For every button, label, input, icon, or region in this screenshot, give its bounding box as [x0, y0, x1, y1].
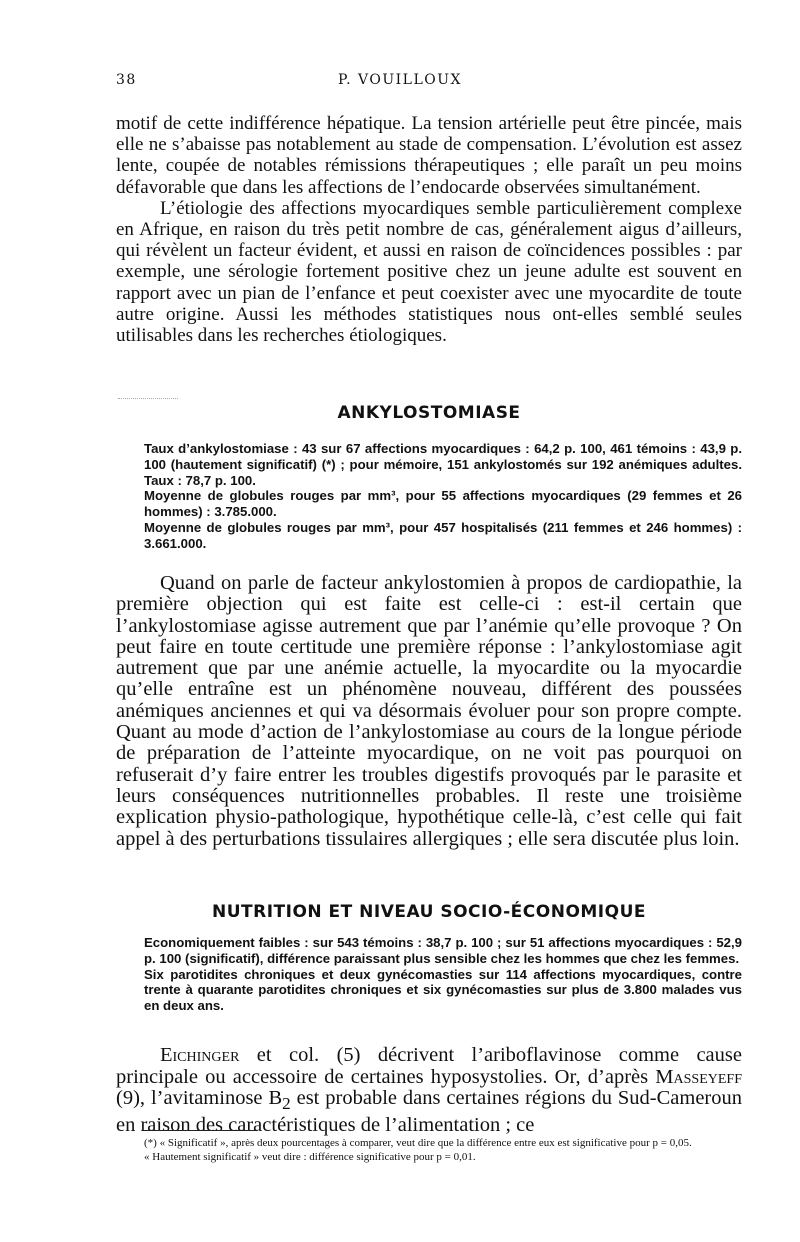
page-number: 38: [116, 72, 137, 88]
etiology-paragraph: L’étiologie des affections myocardiques semble particulièrement complexe en Afrique, en raison du très petit nombre de cas, généralement aigus d’ailleurs, qui révèlent un facteur évident, et aussi en raison de coïncidences possibles : par exemple, une sérologie fortement positive chez un jeune adulte est souvent en rapport avec un pian de l’enfance et peut coexister avec une myocardite de toute autre origine. Aussi les méthodes statistiques nous ont-elles semblé seules utilisables dans les recherches étiologiques.: [116, 197, 742, 347]
footnote-rule: [144, 1130, 256, 1131]
stat-paragraph: Moyenne de globules rouges par mm³, pour 457 hospitalisés (211 femmes et 246 hommes) : 3.661.000.: [144, 519, 742, 551]
intro-text: [116, 113, 742, 346]
discussion-paragraph: Quand on parle de facteur ankylostomien à propos de cardiopathie, la première objection qui est faite est celle-ci : est-il certain que l’ankylostomiase agisse autrement que par l’anémie qu’elle provoque ? On peut faire en toute certitude une première réponse : l’ankylostomiase agit autrement que par une anémie actuelle, la myocardite ou la myocardie qu’elle entraîne est un phénomène nouveau, différent des poussées anémiques anciennes et qui va désormais évoluer pour son propre compte. Quant au mode d’action de l’ankylostomiase au cours de la longue période de préparation de l’atteinte myocardique, on ne voit pas pourquoi on refuserait d’y faire entrer les troubles digestifs provoqués par le parasite et leurs conséquences nutritionnelles probables. Il reste une troisième explication physio-pathologique, hypothétique celle-là, c’est celle qui fait appel à des perturbations tissulaires allergiques ; elle sera discutée plus loin.: [116, 572, 742, 850]
nutrition-discussion: [116, 1045, 742, 1136]
section-heading-ankylostomiase: ANKYLOSTOMIASE: [337, 403, 521, 423]
author-name: Eichinger: [160, 1044, 240, 1066]
text-run: et col. (5) décrivent l’ariboflavinose comme cause principale ou accessoire de certaines hyposystolies. Or, d’après: [116, 1044, 742, 1088]
stat-paragraph: Taux d’ankylostomiase : 43 sur 67 affections myocardiques : 64,2 p. 100, 461 témoins : 43,9 p. 100 (hautement significatif) (*) ; pour mémoire, 151 ankylostomés sur 192 anémiques adultes. Taux : 78,7 p. 100.: [144, 441, 742, 488]
footnotes: [116, 1136, 742, 1164]
stat-paragraph: Moyenne de globules rouges par mm³, pour 55 affections myocardiques (29 femmes et 26 hommes) : 3.785.000.: [144, 488, 742, 520]
author-name: Masseyeff: [655, 1065, 742, 1088]
subscript: 2: [282, 1094, 291, 1114]
ankylostomiase-discussion: [116, 573, 742, 850]
stat-paragraph: Six parotidites chroniques et deux gynécomasties sur 114 affections myocardiques, contre trente à quarante parotidites chroniques et six gynécomasties sur plus de 3.800 malades vus en deux ans.: [144, 966, 742, 1014]
continuation-paragraph: motif de cette indifférence hépatique. La tension artérielle peut être pincée, mais elle ne s’abaisse pas notablement au stade de compensation. L’évolution est assez lente, coupée de notables rémissions thérapeutiques ; elle paraît un peu moins défavorable que dans les affections de l’endocarde observées simultanément.: [116, 113, 742, 198]
separator-dots: [118, 398, 178, 399]
running-head-author: P. VOUILLOUX: [338, 72, 462, 88]
ankylostomiase-stats: [144, 441, 742, 552]
footnote: « Hautement significatif » veut dire : différence significative pour p = 0,01.: [144, 1151, 476, 1163]
discussion-paragraph: [116, 1045, 742, 1136]
nutrition-stats: [144, 935, 742, 1014]
text-run: est probable dans certaines régions du Sud-Cameroun en raison des caractéristiques de l’alimentation ; ce: [116, 1087, 742, 1136]
section-heading-nutrition: NUTRITION ET NIVEAU SOCIO-ÉCONOMIQUE: [211, 902, 647, 922]
running-head: [0, 72, 800, 94]
text-run: (9), l’avitaminose B: [116, 1087, 283, 1109]
stat-paragraph: Economiquement faibles : sur 543 témoins : 38,7 p. 100 ; sur 51 affections myocardiques : 52,9 p. 100 (significatif), différence paraissant plus sensible chez les hommes que chez les femmes.: [144, 935, 742, 966]
footnote: (*) « Significatif », après deux pourcentages à comparer, veut dire que la différence entre eux est significative pour p = 0,05.: [144, 1137, 692, 1149]
